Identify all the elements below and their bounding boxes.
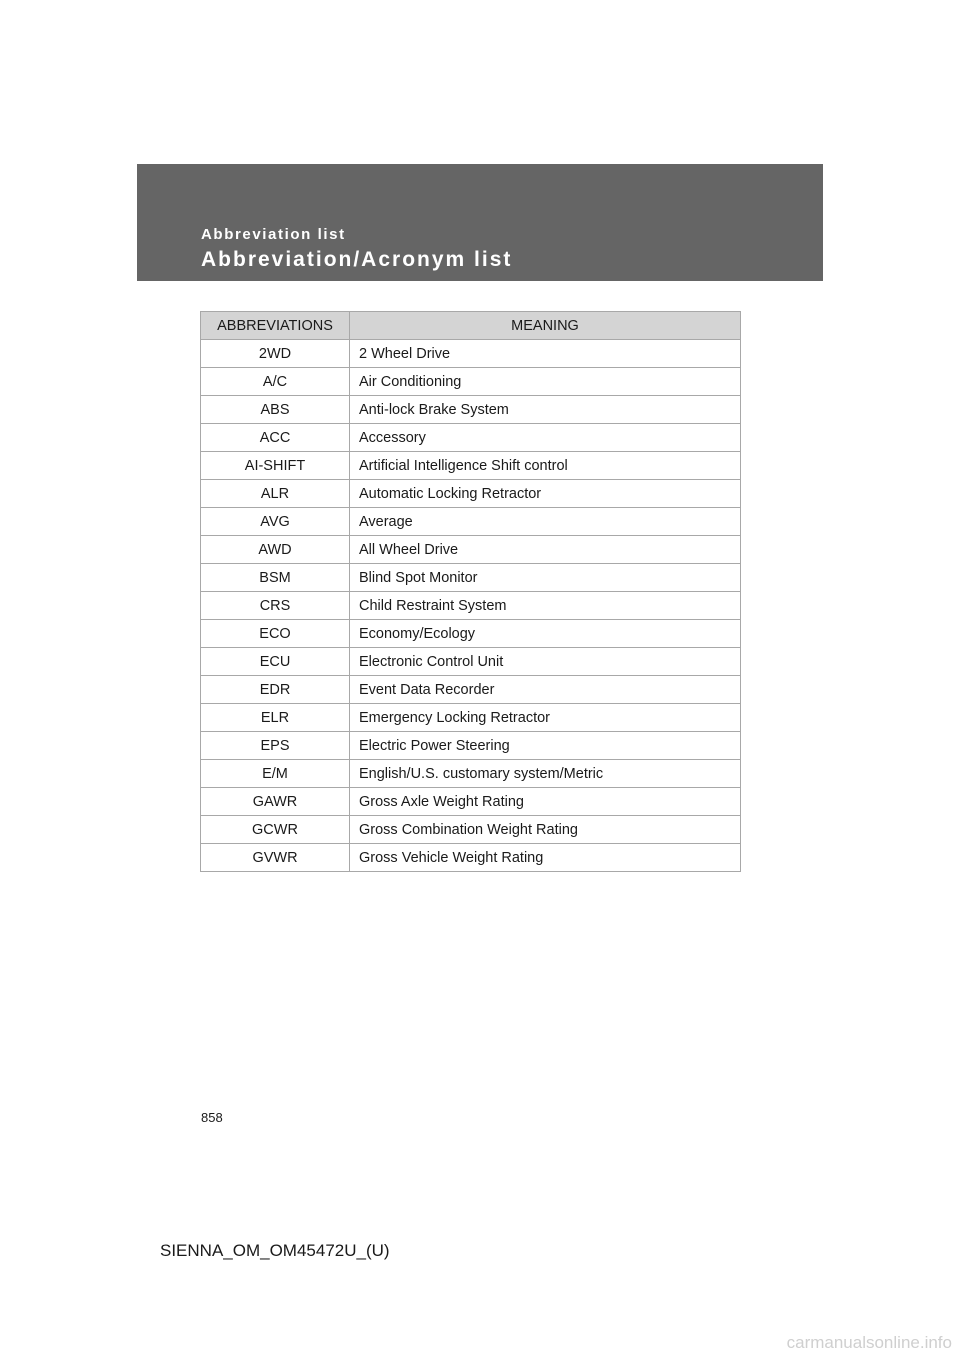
table-row [201,788,741,816]
abbreviation-cell: ECU [201,648,350,676]
table-row [201,760,741,788]
table-row [201,536,741,564]
meaning-cell: 2 Wheel Drive [350,340,741,368]
table-row [201,704,741,732]
table-row [201,368,741,396]
abbreviation-cell: CRS [201,592,350,620]
meaning-cell: English/U.S. customary system/Metric [350,760,741,788]
page-number: 858 [201,1110,223,1125]
meaning-cell: Average [350,508,741,536]
abbreviation-cell: A/C [201,368,350,396]
meaning-cell: Gross Combination Weight Rating [350,816,741,844]
page-title: Abbreviation/Acronym list [201,248,513,271]
meaning-cell: Gross Axle Weight Rating [350,788,741,816]
meaning-cell: Blind Spot Monitor [350,564,741,592]
meaning-cell: Electronic Control Unit [350,648,741,676]
table-row [201,620,741,648]
meaning-cell: Child Restraint System [350,592,741,620]
table-row [201,676,741,704]
abbreviation-cell: ELR [201,704,350,732]
meaning-cell: Electric Power Steering [350,732,741,760]
abbreviation-cell: ACC [201,424,350,452]
abbreviation-cell: BSM [201,564,350,592]
meaning-cell: Economy/Ecology [350,620,741,648]
meaning-cell: All Wheel Drive [350,536,741,564]
table-row [201,396,741,424]
abbreviation-cell: E/M [201,760,350,788]
table-row [201,844,741,872]
abbreviation-cell: GCWR [201,816,350,844]
abbreviation-table [200,311,741,872]
abbreviation-cell: EDR [201,676,350,704]
table-row [201,340,741,368]
abbreviation-cell: AI-SHIFT [201,452,350,480]
abbreviation-cell: GAWR [201,788,350,816]
meaning-cell: Gross Vehicle Weight Rating [350,844,741,872]
table-row [201,424,741,452]
meaning-cell: Anti-lock Brake System [350,396,741,424]
abbreviation-cell: ECO [201,620,350,648]
column-header-meaning: MEANING [350,312,741,340]
meaning-cell: Emergency Locking Retractor [350,704,741,732]
watermark-text: carmanualsonline.info [786,1333,952,1352]
meaning-cell: Automatic Locking Retractor [350,480,741,508]
abbreviation-cell: AWD [201,536,350,564]
table-row [201,648,741,676]
abbreviation-cell: ABS [201,396,350,424]
table-row [201,452,741,480]
abbreviation-cell: 2WD [201,340,350,368]
table-header-row [201,312,741,340]
table-row [201,480,741,508]
abbreviation-cell: ALR [201,480,350,508]
table-row [201,816,741,844]
meaning-cell: Air Conditioning [350,368,741,396]
table-row [201,732,741,760]
meaning-cell: Accessory [350,424,741,452]
abbreviation-cell: AVG [201,508,350,536]
meaning-cell: Artificial Intelligence Shift control [350,452,741,480]
column-header-abbreviations: ABBREVIATIONS [201,312,350,340]
table-row [201,592,741,620]
table-row [201,564,741,592]
table-row [201,508,741,536]
document-id: SIENNA_OM_OM45472U_(U) [160,1241,390,1260]
meaning-cell: Event Data Recorder [350,676,741,704]
header-band [137,164,823,281]
abbreviation-cell: EPS [201,732,350,760]
abbreviation-cell: GVWR [201,844,350,872]
section-label: Abbreviation list [201,226,346,243]
